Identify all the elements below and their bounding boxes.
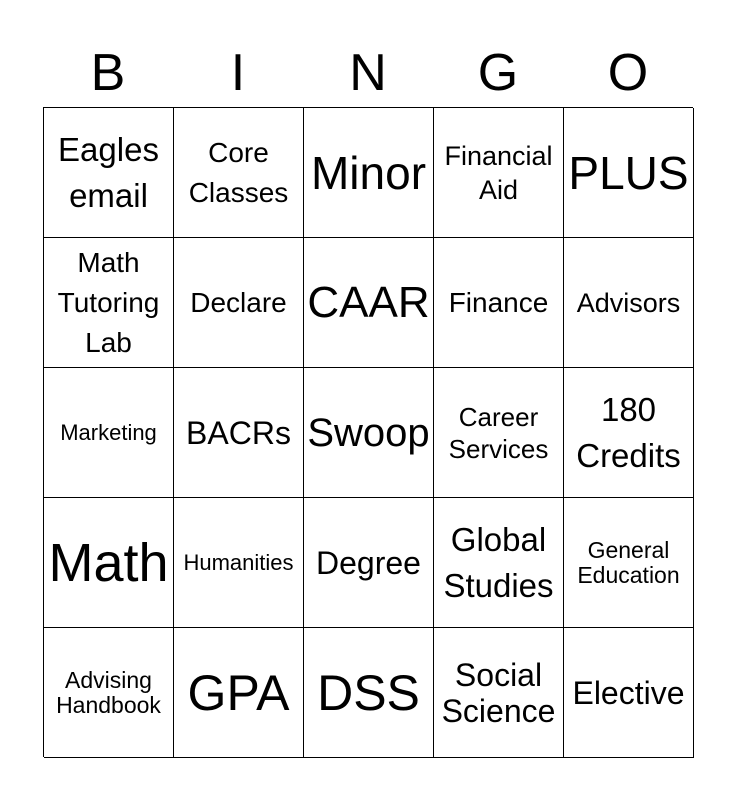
bingo-cell (564, 368, 694, 498)
bingo-cell (304, 238, 434, 368)
bingo-cell (174, 368, 304, 498)
bingo-cell (564, 628, 694, 758)
bingo-cell (44, 368, 174, 498)
cell-text: Humanities (183, 549, 294, 575)
cell-text: Declare (190, 286, 287, 318)
bingo-cell (304, 368, 434, 498)
cell-text: Global Studies (443, 520, 554, 604)
bingo-cell (174, 628, 304, 758)
bingo-cell (564, 498, 694, 628)
cell-text: 180 Credits (576, 390, 681, 474)
cell-text: Advising Handbook (56, 666, 161, 718)
bingo-cell (564, 108, 694, 238)
cell-text: CAAR (307, 277, 430, 327)
cell-text: PLUS (568, 146, 689, 199)
cell-text: Career Services (448, 401, 549, 464)
header-letter-g: G (477, 44, 519, 102)
cell-text: Finance (448, 286, 549, 318)
cell-text: Marketing (60, 419, 157, 445)
cell-text: Math Tutoring Lab (57, 246, 160, 358)
bingo-cell (304, 628, 434, 758)
cell-text: Financial Aid (444, 140, 553, 205)
bingo-header (43, 42, 693, 104)
bingo-cell (44, 238, 174, 368)
bingo-cell (304, 498, 434, 628)
cell-text: Swoop (307, 410, 430, 455)
cell-text: General Education (577, 536, 680, 588)
bingo-cell (434, 368, 564, 498)
cell-text: Advisors (576, 287, 681, 318)
header-letter-i: I (230, 44, 246, 102)
header-letter-n: N (349, 44, 387, 102)
cell-text: GPA (187, 664, 290, 721)
bingo-cell (564, 238, 694, 368)
bingo-cell (434, 498, 564, 628)
bingo-cell (434, 628, 564, 758)
cell-text: Eagles email (58, 130, 159, 214)
cell-text: Degree (316, 544, 421, 581)
cell-text: Elective (572, 674, 685, 711)
cell-text: Minor (310, 146, 427, 199)
bingo-cell (434, 238, 564, 368)
header-letter-b: B (90, 44, 126, 102)
bingo-cell (44, 498, 174, 628)
bingo-cell (304, 108, 434, 238)
bingo-cell (44, 108, 174, 238)
cell-text: Math (48, 532, 169, 593)
bingo-cell (44, 628, 174, 758)
bingo-cell (174, 108, 304, 238)
header-letter-o: O (607, 44, 649, 102)
bingo-cell (174, 238, 304, 368)
cell-text: Core Classes (188, 136, 289, 208)
cell-text: BACRs (186, 414, 291, 451)
bingo-cell (174, 498, 304, 628)
cell-text: Social Science (441, 656, 556, 729)
bingo-cell (434, 108, 564, 238)
bingo-grid (43, 107, 693, 757)
cell-text: DSS (317, 664, 420, 721)
